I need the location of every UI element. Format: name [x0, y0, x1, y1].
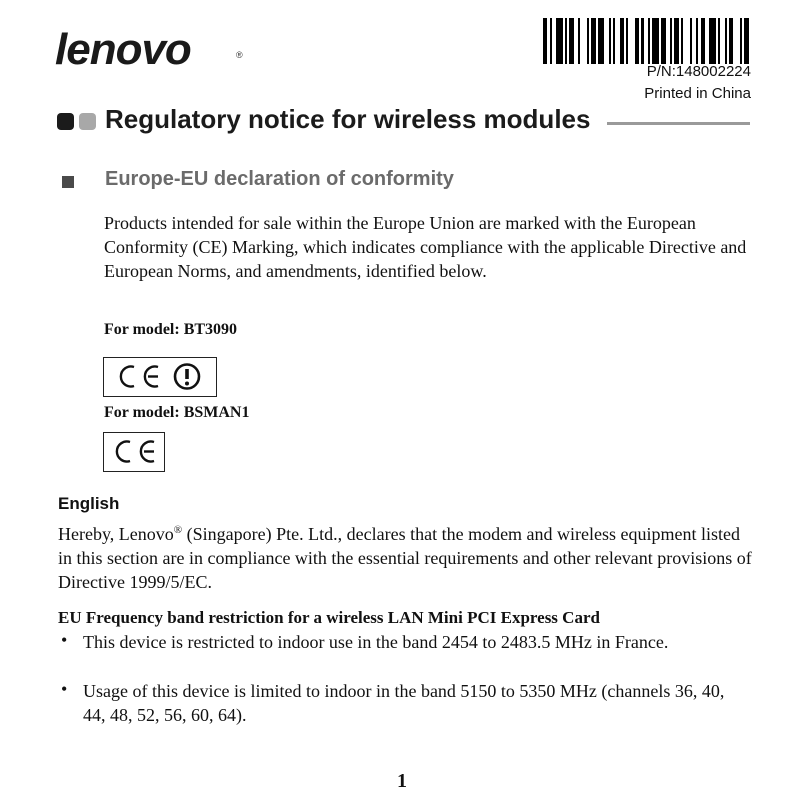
section-bullet-icon	[62, 176, 74, 188]
page-number: 1	[397, 770, 407, 792]
bullet-item: Usage of this device is limited to indoor in the band 5150 to 5350 MHz (channels 36, 40, 44, 48, 52, 56, 60, 64).	[83, 681, 725, 725]
section-title: Europe-EU declaration of conformity	[105, 168, 454, 190]
page-title: Regulatory notice for wireless modules	[105, 104, 591, 134]
ce-mark	[103, 432, 165, 472]
model-label-bt3090: For model: BT3090	[104, 321, 238, 338]
english-heading: English	[58, 494, 120, 513]
title-rule	[607, 122, 750, 125]
bullet-dot-icon: •	[61, 679, 68, 699]
declaration-part-1: Hereby, Lenovo	[58, 524, 174, 544]
english-declaration	[58, 518, 758, 594]
part-number: P/N:148002224	[646, 63, 751, 80]
barcode	[543, 18, 751, 64]
barcode-bar	[749, 18, 751, 64]
title-square-light-icon	[79, 113, 96, 130]
title-square-dark-icon	[57, 113, 74, 130]
declaration-registered-mark: ®	[173, 524, 183, 536]
model-label-bsman1: For model: BSMAN1	[104, 404, 250, 421]
printed-in: Printed in China	[644, 85, 751, 102]
bullet-item: This device is restricted to indoor use in the band 2454 to 2483.5 MHz in France.	[83, 632, 669, 652]
ce-alert-mark	[103, 357, 217, 397]
bullet-dot-icon: •	[61, 630, 68, 650]
section-paragraph: Products intended for sale within the Europe Union are marked with the European Conformity (CE) Marking, which indicates compliance with the applicable Directive and European Norms, and amendments, identified below.	[104, 213, 747, 281]
lenovo-logo: lenovo	[55, 25, 191, 74]
ce-alert-mark-icon	[104, 358, 215, 395]
eu-restriction-heading: EU Frequency band restriction for a wireless LAN Mini PCI Express Card	[58, 608, 600, 627]
registered-mark: ®	[236, 50, 243, 60]
declaration-part-2: (Singapore) Pte. Ltd., declares that the modem and wireless equipment listed in this section are in compliance with the essential requirements and other relevant provisions of Directive 1999/5/EC.	[58, 524, 752, 592]
ce-mark-icon	[104, 433, 163, 470]
